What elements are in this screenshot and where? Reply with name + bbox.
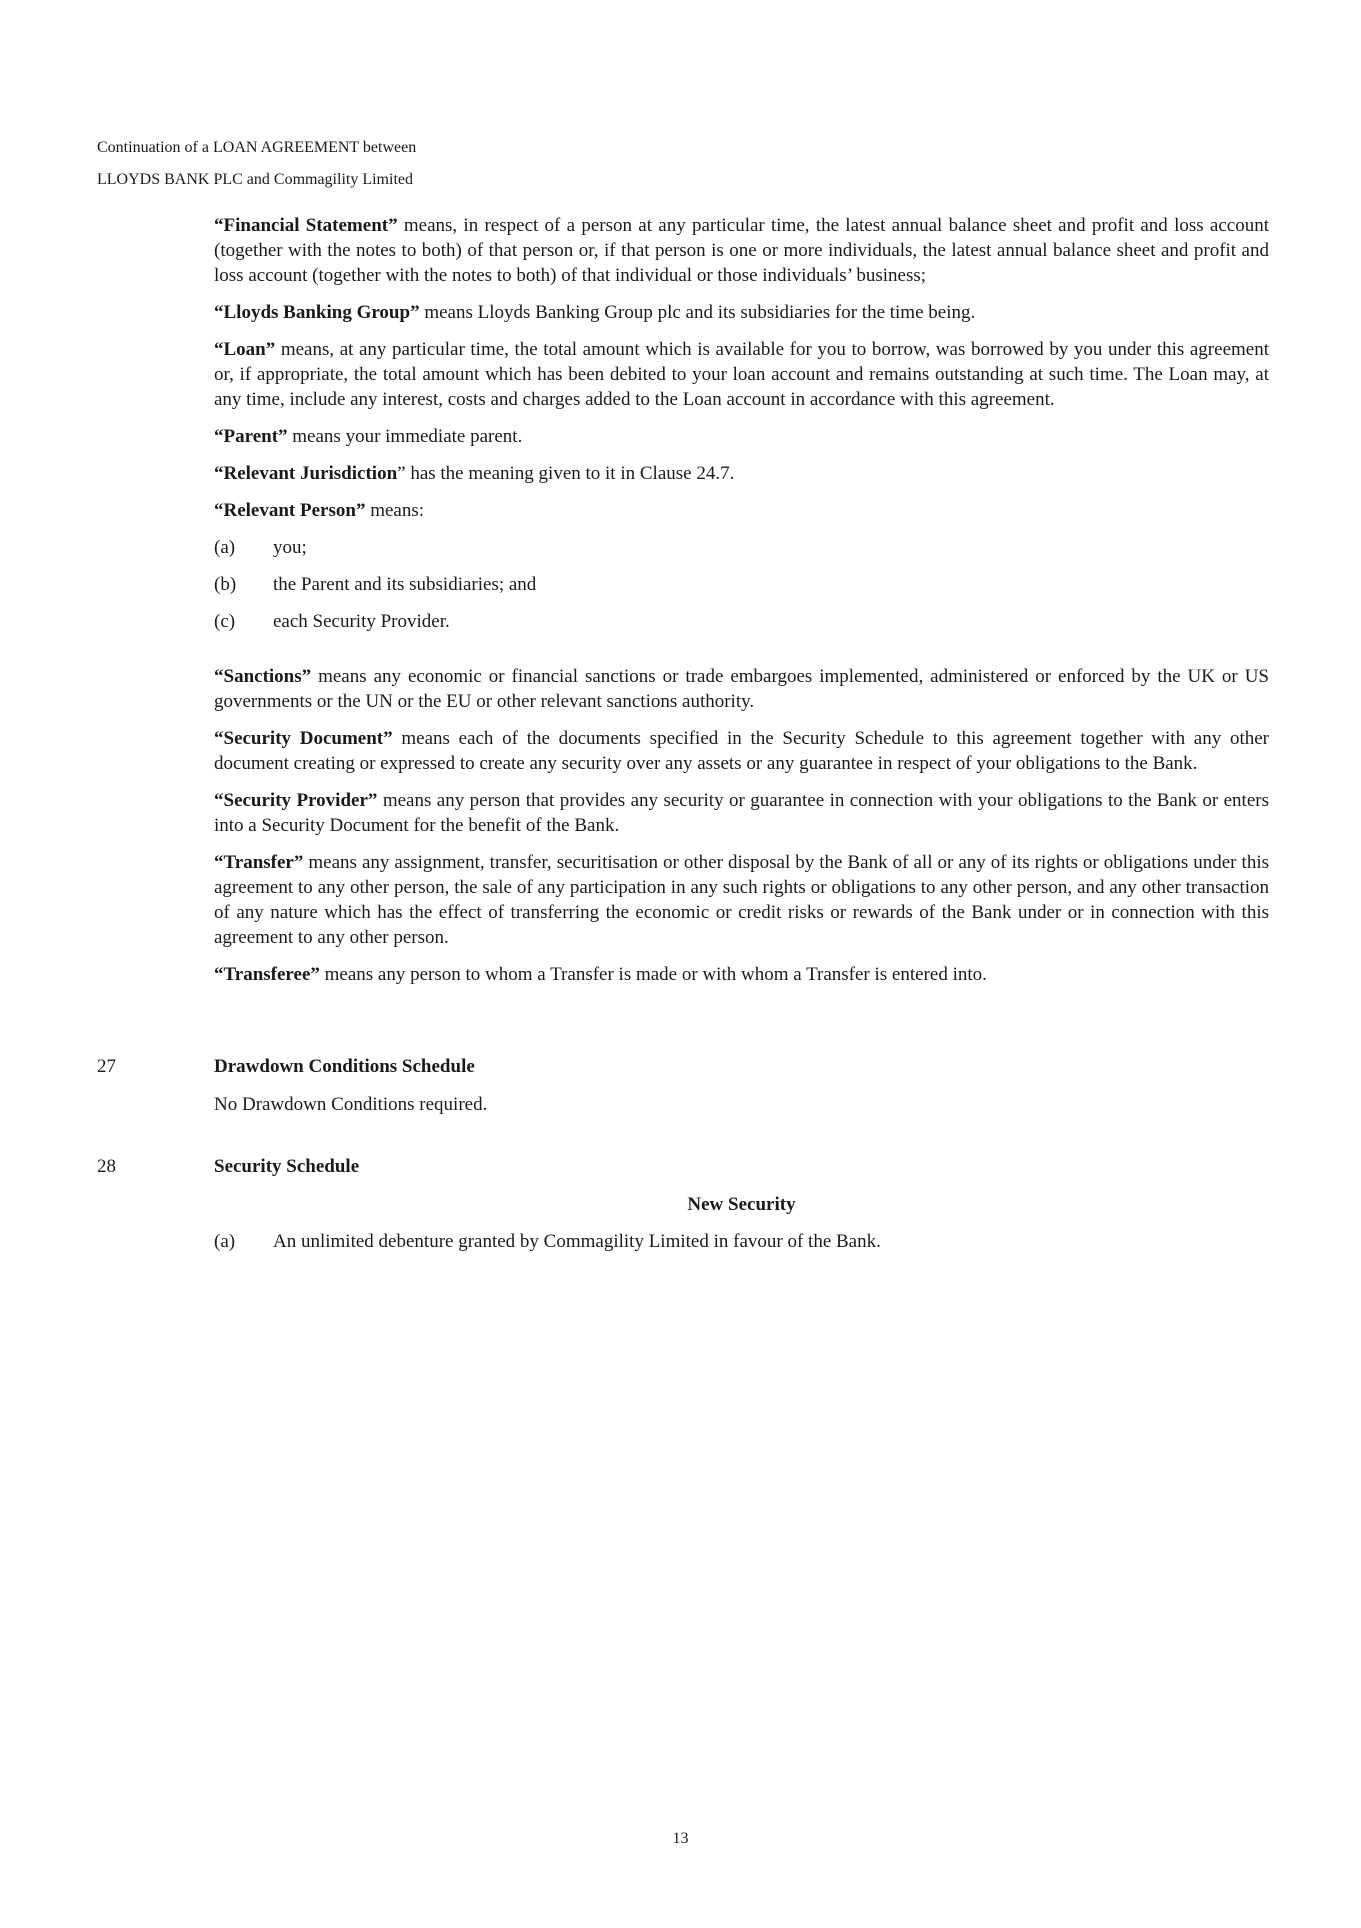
list-item <box>214 1229 1269 1254</box>
definition-text: means each of the documents specified in the Security Schedule to this agreement together with any other document creating or expressed to create any security over any assets or any guarantee in respect of your obligations to the Bank. <box>214 728 1269 774</box>
definition-text: means, in respect of a person at any particular time, the latest annual balance sheet and profit and loss account (together with the notes to both) of that person or, if that person is one or more individuals, the latest annual balance sheet and profit and loss account (together with the notes to both) of that individual or those individuals’ business; <box>214 215 1269 286</box>
list-item-label: (b) <box>214 574 237 595</box>
definition-text: means any economic or financial sanctions or trade embargoes implemented, administered or enforced by the UK or US governments or the UN or the EU or other relevant sanctions authority. <box>214 666 1269 712</box>
definition-text: means, at any particular time, the total amount which is available for you to borrow, was borrowed by you under this agreement or, if appropriate, the total amount which has been debited to your loan account and remains outstanding at such time. The Loan may, at any time, include any interest, costs and charges added to the Loan account in accordance with this agreement. <box>214 339 1269 410</box>
list-item <box>214 572 1269 597</box>
list-item-text: the Parent and its subsidiaries; and <box>273 574 537 595</box>
definition-relevant-jurisdiction <box>214 461 1269 486</box>
definition-term: “Security Provider” <box>214 790 378 811</box>
definition-transfer <box>214 850 1269 950</box>
section-number: 27 <box>97 1056 116 1077</box>
header-line-2: LLOYDS BANK PLC and Commagility Limited <box>97 171 413 188</box>
definition-security-document <box>214 726 1269 776</box>
list-item-label: (a) <box>214 1231 236 1252</box>
definition-term: “Transferee” <box>214 964 320 985</box>
definition-text: means any assignment, transfer, securitisation or other disposal by the Bank of all or any of its rights or obligations under this agreement to any other person, the sale of any participation in any such rights or obligations to any other person, and any other transaction of any nature which has the effect of transferring the economic or credit risks or rewards of the Bank under or in connection with this agreement to any other person. <box>214 852 1269 948</box>
definition-transferee <box>214 962 1269 987</box>
spacer <box>214 646 1269 664</box>
definition-text: means your immediate parent. <box>287 426 523 447</box>
definition-term: “Parent” <box>214 426 288 447</box>
new-security-heading: New Security <box>687 1194 796 1215</box>
definition-text: ” has the meaning given to it in Clause 24.7. <box>397 463 735 484</box>
definition-term: “Sanctions” <box>214 666 312 687</box>
document-header <box>97 132 416 196</box>
definition-relevant-person <box>214 498 1269 523</box>
list-item-label: (c) <box>214 611 236 632</box>
section-body <box>214 1192 1269 1254</box>
definition-sanctions <box>214 664 1269 714</box>
definition-term: “Transfer” <box>214 852 304 873</box>
definition-loan <box>214 337 1269 412</box>
list-item-text: each Security Provider. <box>273 611 450 632</box>
section-heading: Drawdown Conditions Schedule <box>214 1056 475 1077</box>
relevant-person-list <box>214 535 1269 634</box>
definition-term: “Lloyds Banking Group” <box>214 302 420 323</box>
page-number: 13 <box>672 1830 689 1847</box>
section-number: 28 <box>97 1156 116 1177</box>
definition-text: means: <box>365 500 425 521</box>
definition-term: “Security Document” <box>214 728 393 749</box>
definition-term: “Financial Statement” <box>214 215 398 236</box>
list-item-text: An unlimited debenture granted by Commagility Limited in favour of the Bank. <box>273 1231 881 1252</box>
definition-parent <box>214 424 1269 449</box>
definitions-list <box>214 213 1269 999</box>
definition-text: means Lloyds Banking Group plc and its subsidiaries for the time being. <box>419 302 976 323</box>
definition-text: means any person to whom a Transfer is made or with whom a Transfer is entered into. <box>319 964 987 985</box>
header-line-1: Continuation of a LOAN AGREEMENT between <box>97 139 417 156</box>
section-body: No Drawdown Conditions required. <box>214 1094 488 1115</box>
definition-term: “Relevant Person” <box>214 500 366 521</box>
list-item-label: (a) <box>214 537 236 558</box>
definition-term: “Loan” <box>214 339 276 360</box>
definition-financial-statement <box>214 213 1269 288</box>
section-heading: Security Schedule <box>214 1156 360 1177</box>
definition-lloyds-banking-group <box>214 300 1269 325</box>
list-item <box>214 535 1269 560</box>
definition-text: means any person that provides any security or guarantee in connection with your obligations to the Bank or enters into a Security Document for the benefit of the Bank. <box>214 790 1269 836</box>
list-item <box>214 609 1269 634</box>
definition-term: “Relevant Jurisdiction <box>214 463 398 484</box>
list-item-text: you; <box>273 537 307 558</box>
definition-security-provider <box>214 788 1269 838</box>
